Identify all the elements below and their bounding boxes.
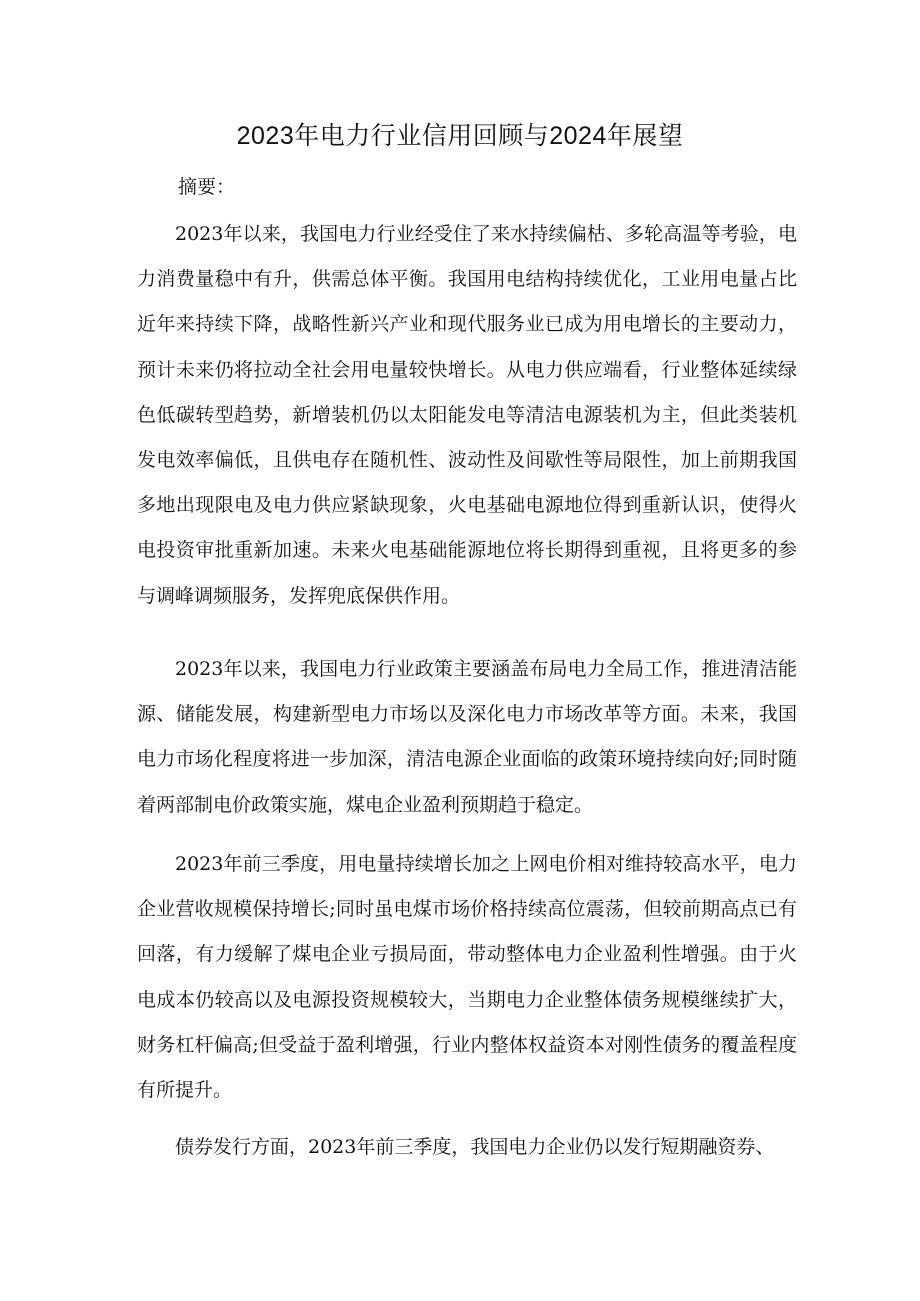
document-title: 2023年电力行业信用回顾与2024年展望 — [236, 122, 684, 150]
paragraph-4: 债券发行方面，2023年前三季度，我国电力企业仍以发行短期融资券、 — [175, 1136, 775, 1158]
paragraph-2: 2023年以来，我国电力行业政策主要涵盖布局电力全局工作，推进清洁能源、储能发展，构建新型电力市场以及深化电力市场改革等方面。未来，我国电力市场化程度将进一步加深，清洁电源企业面临的政策环境持续向好;同时随着两部制电价政策实施，煤电企业盈利预期趋于稳定。 — [137, 658, 797, 816]
abstract-label: 摘要： — [178, 176, 236, 198]
paragraph-3: 2023年前三季度，用电量持续增长加之上网电价相对维持较高水平，电力企业营收规模保持增长;同时虽电煤市场价格持续高位震荡，但较前期高点已有回落，有力缓解了煤电企业亏损局面，带动整体电力企业盈利性增强。由于火电成本仍较高以及电源投资规模较大，当期电力企业整体债务规模继续扩大，财务杠杆偏高;但受益于盈利增强，行业内整体权益资本对刚性债务的覆盖程度有所提升。 — [137, 853, 797, 1102]
paragraph-1: 2023年以来，我国电力行业经受住了来水持续偏枯、多轮高温等考验，电力消费量稳中有升，供需总体平衡。我国用电结构持续优化，工业用电量占比近年来持续下降，战略性新兴产业和现代服务业已成为用电增长的主要动力，预计未来仍将拉动全社会用电量较快增长。从电力供应端看，行业整体延续绿色低碳转型趋势，新增装机仍以太阳能发电等清洁电源装机为主，但此类装机发电效率偏低，且供电存在随机性、波动性及间歇性等局限性，加上前期我国多地出现限电及电力供应紧缺现象，火电基础电源地位得到重新认识，使得火电投资审批重新加速。未来火电基础能源地位将长期得到重视，且将更多的参与调峰调频服务，发挥兜底保供作用。 — [137, 223, 797, 607]
